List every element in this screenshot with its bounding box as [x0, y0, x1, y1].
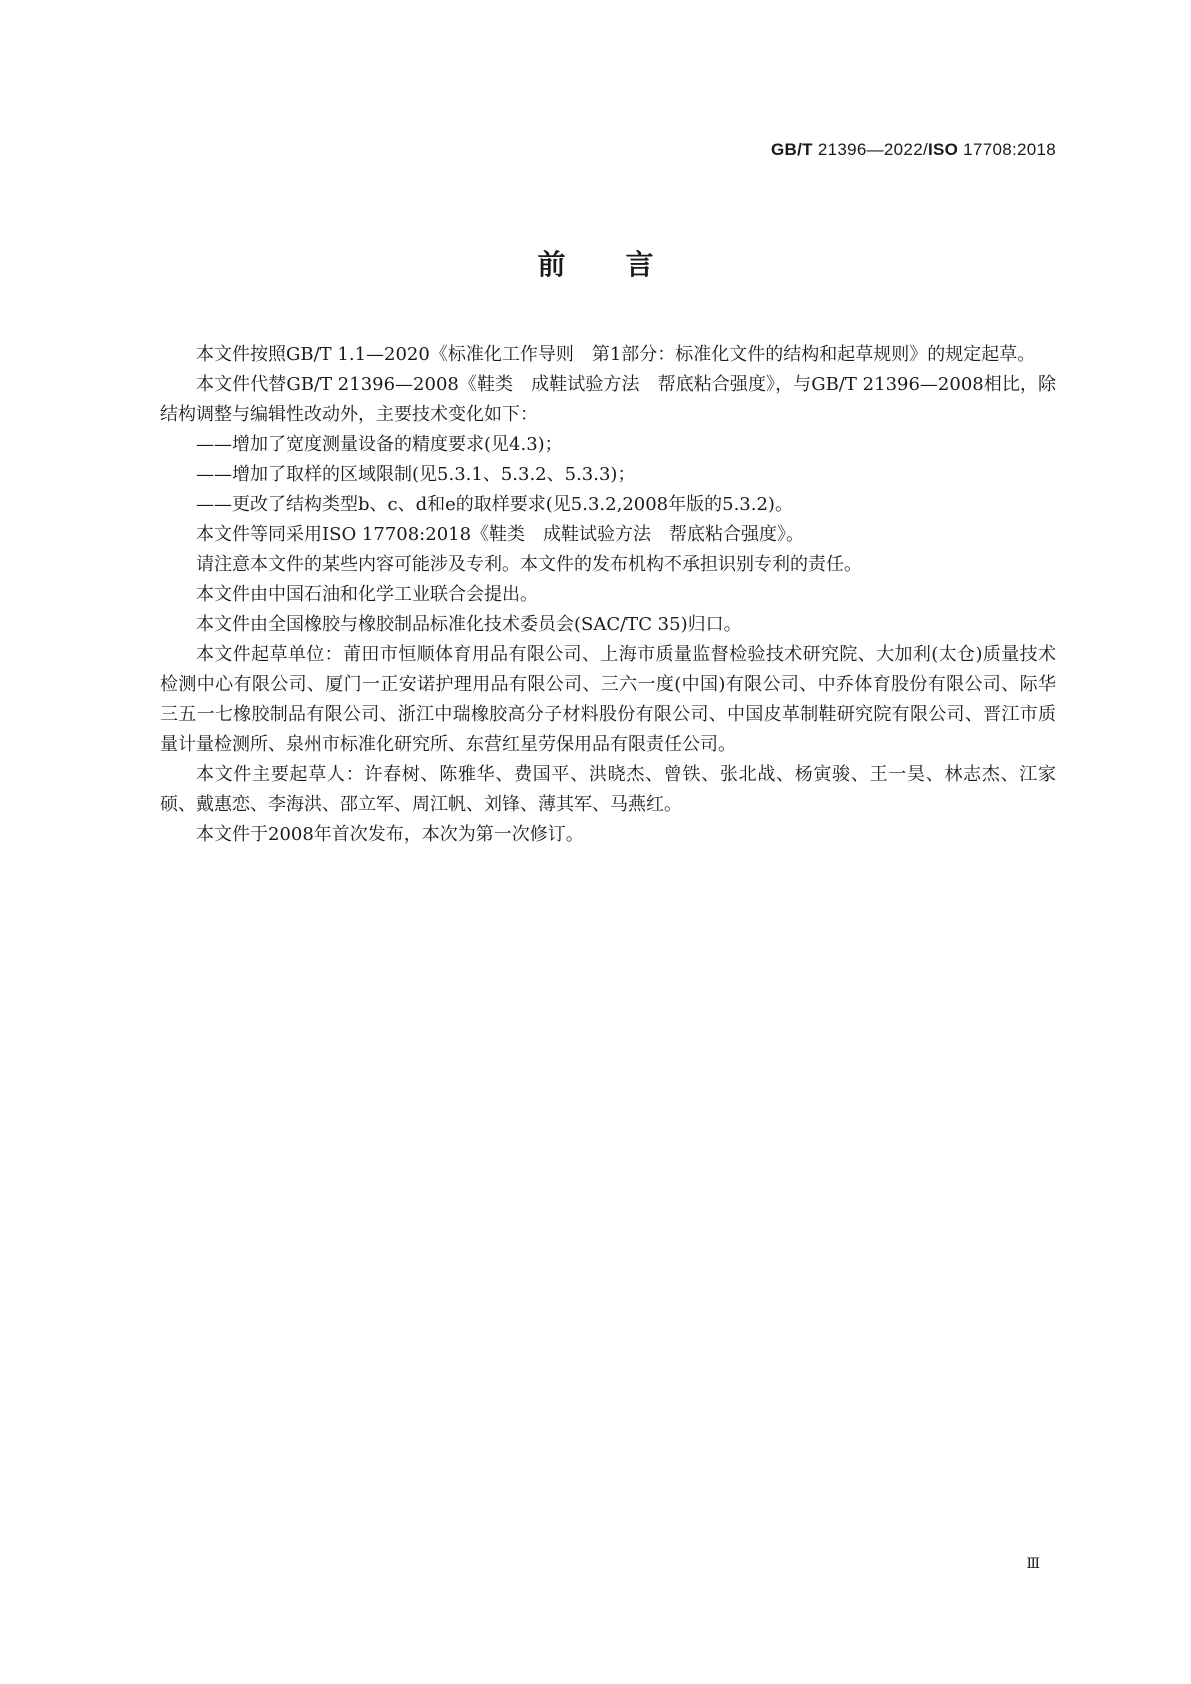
paragraph-replacement: 本文件代替GB/T 21396—2008《鞋类 成鞋试验方法 帮底粘合强度》，与GB/T 21396—2008相比，除结构调整与编辑性改动外，主要技术变化如下： [160, 374, 1056, 425]
change-item-2: ——增加了取样的区域限制(见5.3.1、5.3.2、5.3.3)； [196, 464, 636, 485]
paragraph-iso-adoption: 本文件等同采用ISO 17708:2018《鞋类 成鞋试验方法 帮底粘合强度》。 [196, 524, 805, 545]
foreword-body [160, 340, 1056, 850]
change-item-1: ——增加了宽度测量设备的精度要求(见4.3)； [196, 434, 563, 455]
paragraph-proposer: 本文件由中国石油和化学工业联合会提出。 [196, 584, 538, 605]
paragraph-patent-notice: 请注意本文件的某些内容可能涉及专利。本文件的发布机构不承担识别专利的责任。 [196, 554, 862, 575]
paragraph-drafters: 本文件主要起草人：许春树、陈雅华、费国平、洪晓杰、曾铁、张北战、杨寅骏、王一昊、林志杰、江家硕、戴惠恋、李海洪、邵立军、周江帆、刘锋、薄其军、马燕红。 [160, 764, 1056, 815]
page-number: Ⅲ [1026, 1556, 1040, 1572]
page-title: 前言 [537, 248, 714, 281]
standard-code-number: 21396—2022/ [812, 140, 928, 159]
change-item-3: ——更改了结构类型b、c、d和e的取样要求(见5.3.2,2008年版的5.3.2)。 [196, 494, 793, 515]
paragraph-drafting-units: 本文件起草单位：莆田市恒顺体育用品有限公司、上海市质量监督检验技术研究院、大加利(太仓)质量技术检测中心有限公司、厦门一正安诺护理用品有限公司、三六一度(中国)有限公司、中乔体育股份有限公司、际华三五一七橡胶制品有限公司、浙江中瑞橡胶高分子材料股份有限公司、中国皮革制鞋研究院有限公司、晋江市质量计量检测所、泉州市标准化研究所、东营红星劳保用品有限责任公司。 [160, 644, 1056, 755]
paragraph-drafting-rules: 本文件按照GB/T 1.1—2020《标准化工作导则 第1部分：标准化文件的结构和起草规则》的规定起草。 [196, 344, 1036, 365]
standard-code-header [771, 140, 1056, 160]
iso-prefix: ISO [927, 140, 959, 159]
paragraph-committee: 本文件由全国橡胶与橡胶制品标准化技术委员会(SAC/TC 35)归口。 [196, 614, 742, 635]
standard-code-prefix: GB/T [771, 140, 813, 159]
paragraph-history: 本文件于2008年首次发布，本次为第一次修订。 [196, 824, 584, 845]
iso-number: 17708:2018 [958, 140, 1056, 159]
